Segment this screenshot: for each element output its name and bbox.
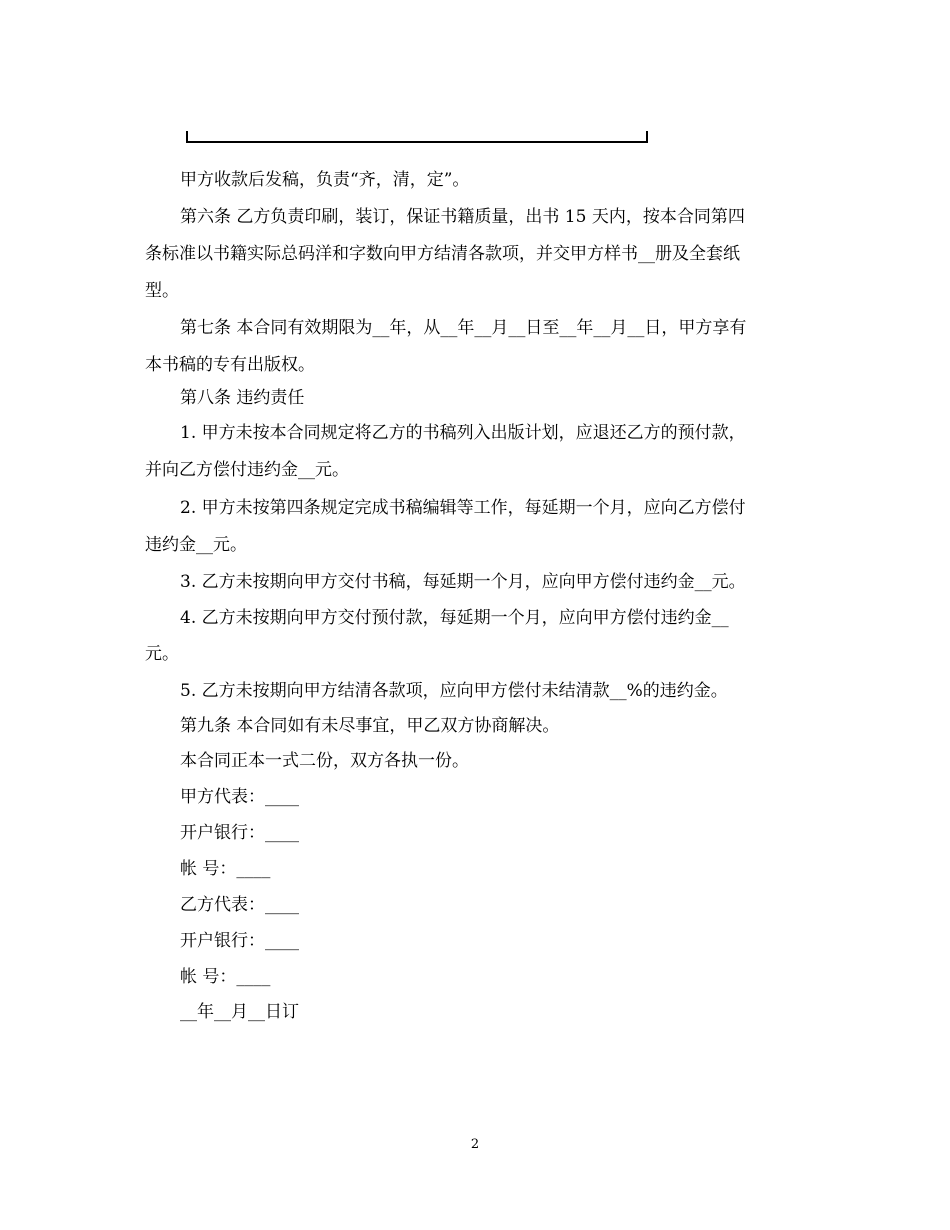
paragraph-line-14: 元。	[145, 644, 179, 664]
paragraph-line-22: 开户银行：____	[180, 931, 299, 951]
paragraph-line-4: 型。	[145, 281, 179, 301]
paragraph-line-16: 第九条 本合同如有未尽事宜，甲乙双方协商解决。	[180, 716, 560, 736]
paragraph-line-11: 违约金__元。	[145, 535, 247, 555]
paragraph-line-10: 2. 甲方未按第四条规定完成书稿编辑等工作，每延期一个月，应向乙方偿付	[180, 498, 746, 518]
paragraph-line-20: 帐 号：____	[180, 859, 271, 879]
paragraph-line-15: 5. 乙方未按期向甲方结清各款项，应向甲方偿付未结清款__%的违约金。	[180, 681, 728, 701]
paragraph-line-6: 本书稿的专有出版权。	[145, 355, 315, 375]
paragraph-line-23: 帐 号：____	[180, 967, 271, 987]
paragraph-line-13: 4. 乙方未按期向甲方交付预付款，每延期一个月，应向甲方偿付违约金__	[180, 608, 729, 628]
paragraph-line-18: 甲方代表：____	[180, 787, 299, 807]
paragraph-line-1: 甲方收款后发稿，负责“齐，清，定”。	[180, 170, 470, 190]
paragraph-line-3: 条标准以书籍实际总码洋和字数向甲方结清各款项，并交甲方样书__册及全套纸	[145, 244, 740, 264]
page-number: 2	[470, 1137, 480, 1152]
paragraph-line-24: __年__月__日订	[180, 1002, 299, 1022]
paragraph-line-5: 第七条 本合同有效期限为__年，从__年__月__日至__年__月__日，甲方享有	[180, 318, 747, 338]
paragraph-line-12: 3. 乙方未按期向甲方交付书稿，每延期一个月，应向甲方偿付违约金__元。	[180, 572, 746, 592]
paragraph-line-19: 开户银行：____	[180, 823, 299, 843]
paragraph-line-9: 并向乙方偿付违约金__元。	[145, 460, 349, 480]
table-bottom-border	[186, 131, 648, 143]
paragraph-line-2: 第六条 乙方负责印刷，装订，保证书籍质量，出书 15 天内，按本合同第四	[180, 207, 745, 227]
paragraph-line-8: 1. 甲方未按本合同规定将乙方的书稿列入出版计划，应退还乙方的预付款，	[180, 423, 746, 443]
paragraph-line-21: 乙方代表：____	[180, 895, 299, 915]
paragraph-line-7: 第八条 违约责任	[180, 388, 305, 408]
paragraph-line-17: 本合同正本一式二份，双方各执一份。	[180, 751, 469, 771]
